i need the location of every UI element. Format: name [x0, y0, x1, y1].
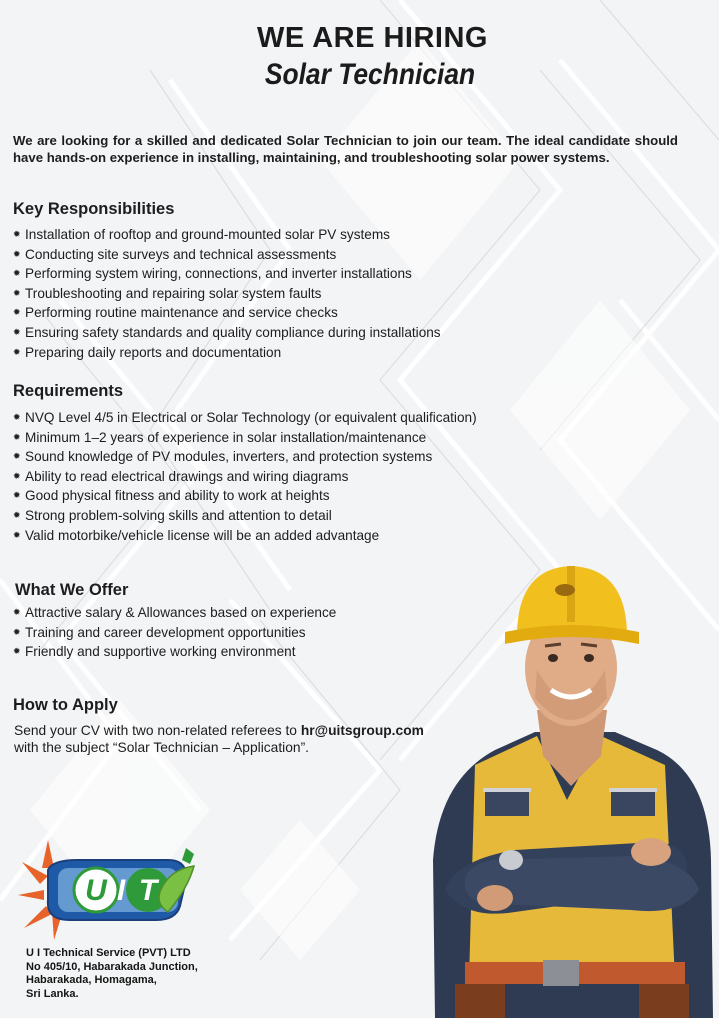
- list-item: ✹ Attractive salary & Allowances based on experience: [13, 603, 336, 623]
- gear-bullet-icon: ✹: [13, 326, 21, 337]
- gear-bullet-icon: ✹: [13, 470, 21, 481]
- list-item: ✹ Good physical fitness and ability to work at heights: [13, 486, 477, 506]
- uit-logo: [18, 840, 200, 940]
- apply-title: How to Apply: [13, 696, 118, 714]
- address-line: No 405/10, Habarakada Junction,: [26, 960, 198, 973]
- list-item: ✹ Performing routine maintenance and service checks: [13, 303, 441, 323]
- belt-buckle: [543, 960, 579, 986]
- list-item: ✹ Preparing daily reports and documentation: [13, 343, 441, 363]
- vest-pocket-right: [611, 790, 655, 816]
- offer-list: [13, 603, 336, 662]
- company-name: U I Technical Service (PVT) LTD: [26, 947, 191, 959]
- offer-title: What We Offer: [15, 581, 129, 599]
- gear-bullet-icon: ✹: [13, 412, 21, 422]
- logo-letter-u: U: [85, 874, 107, 907]
- gear-bullet-icon: ✹: [13, 229, 21, 239]
- requirements-list: [13, 408, 477, 545]
- gear-bullet-icon: ✹: [13, 529, 21, 540]
- apply-line-1: Send your CV with two non-related referees to: [14, 723, 301, 738]
- list-item: ✹ Troubleshooting and repairing solar system faults: [13, 284, 441, 304]
- gear-bullet-icon: ✹: [13, 248, 21, 259]
- apply-line-2: with the subject “Solar Technician – Application”.: [14, 740, 310, 755]
- gear-bullet-icon: ✹: [13, 346, 21, 357]
- vest-pocket-left: [485, 790, 529, 816]
- list-item: ✹ Ensuring safety standards and quality compliance during installations: [13, 323, 441, 343]
- list-item: ✹ Training and career development opportunities: [13, 623, 336, 643]
- watch-icon: [499, 850, 523, 870]
- company-block: [26, 947, 198, 1001]
- position-title: Solar Technician: [264, 58, 476, 91]
- list-item: ✹ Friendly and supportive working environment: [13, 642, 336, 662]
- list-item: ✹ NVQ Level 4/5 in Electrical or Solar Technology (or equivalent qualification): [13, 408, 477, 428]
- address-line: Habarakada, Homagama,: [26, 974, 157, 986]
- logo-letter-t: T: [138, 874, 158, 907]
- apply-email[interactable]: hr@uitsgroup.com: [300, 723, 424, 738]
- list-item: ✹ Installation of rooftop and ground-mounted solar PV systems: [13, 225, 441, 245]
- gear-bullet-icon: ✹: [13, 490, 21, 501]
- hiring-title: WE ARE HIRING: [257, 22, 488, 54]
- tool-pouch: [455, 984, 505, 1018]
- apply-instructions: [14, 722, 424, 756]
- list-item: ✹ Minimum 1–2 years of experience in solar installation/maintenance: [13, 428, 477, 448]
- hand: [477, 885, 513, 911]
- gear-bullet-icon: ✹: [13, 607, 21, 617]
- list-item: ✹ Ability to read electrical drawings and wiring diagrams: [13, 467, 477, 487]
- gear-bullet-icon: ✹: [13, 431, 21, 442]
- technician-illustration: [425, 560, 719, 1018]
- gear-bullet-icon: ✹: [13, 646, 21, 657]
- tool-pouch: [639, 984, 689, 1018]
- gear-bullet-icon: ✹: [13, 307, 21, 318]
- list-item: ✹ Conducting site surveys and technical assessments: [13, 245, 441, 265]
- requirements-title: Requirements: [13, 382, 124, 400]
- address-line: Sri Lanka.: [26, 987, 79, 1000]
- gear-bullet-icon: ✹: [13, 287, 21, 298]
- list-item: ✹ Valid motorbike/vehicle license will be an added advantage: [13, 526, 477, 546]
- responsibilities-title: Key Responsibilities: [13, 200, 175, 218]
- gear-bullet-icon: ✹: [13, 268, 21, 279]
- logo-letter-i: I: [116, 874, 126, 907]
- responsibilities-list: [13, 225, 441, 362]
- list-item: ✹ Sound knowledge of PV modules, inverters, and protection systems: [13, 447, 477, 467]
- gear-bullet-icon: ✹: [13, 509, 21, 520]
- gear-bullet-icon: ✹: [13, 451, 21, 462]
- list-item: ✹ Performing system wiring, connections, and inverter installations: [13, 264, 441, 284]
- gear-bullet-icon: ✹: [13, 626, 21, 637]
- intro-paragraph: We are looking for a skilled and dedicated Solar Technician to join our team. The ideal candidate should have hands-on experience in installing, maintaining, and troubleshooting solar power systems.: [13, 133, 678, 165]
- list-item: ✹ Strong problem-solving skills and attention to detail: [13, 506, 477, 526]
- hand: [631, 838, 671, 866]
